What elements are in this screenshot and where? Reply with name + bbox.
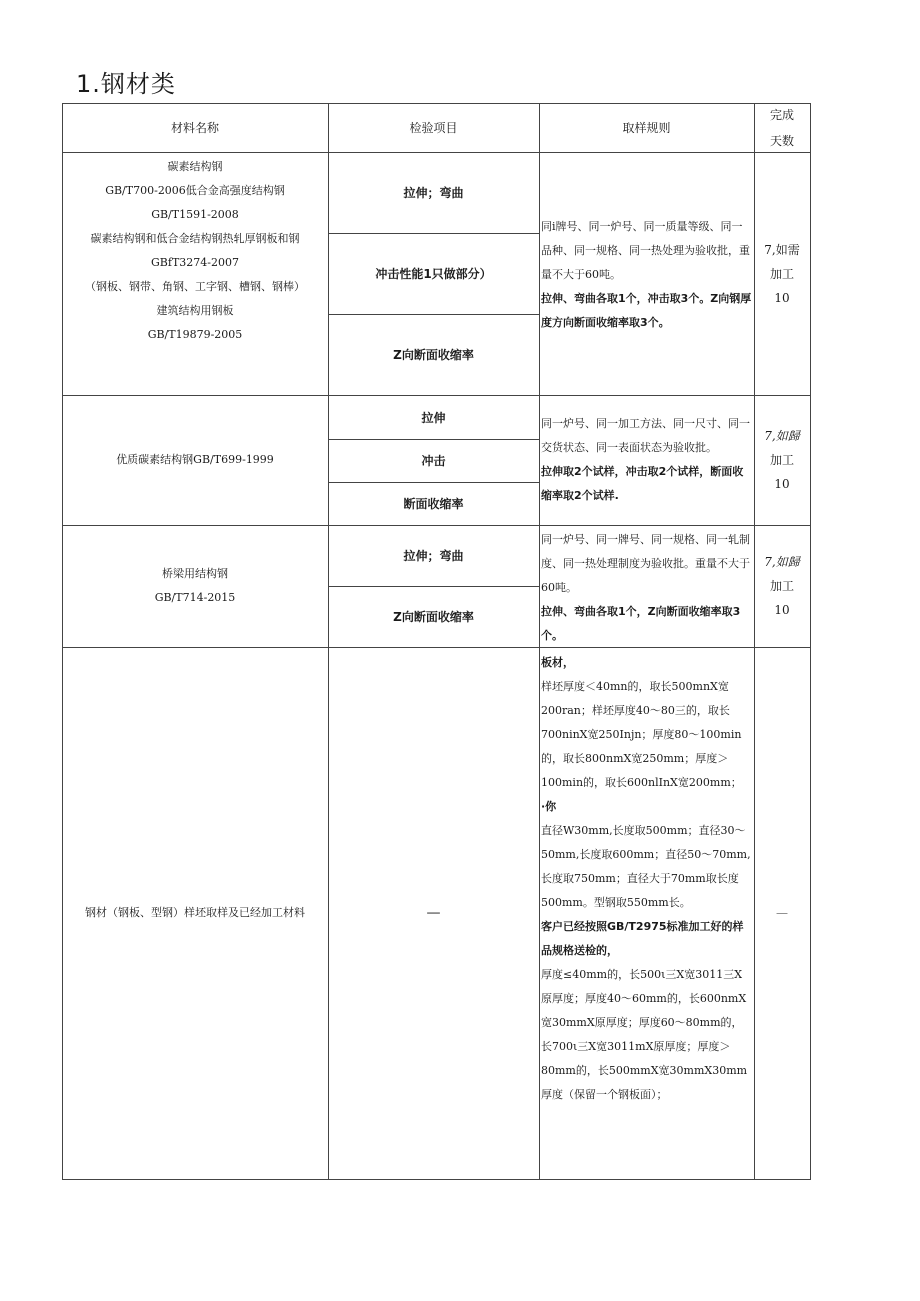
row-3-rule: 同一炉号、同一牌号、同一规格、同一轧制度、同一热处理制度为验收批。重量不大于60吨。 拉伸、弯曲各取1个，Z向断面收缩率取3个。	[541, 533, 750, 642]
row-1-item-2: 冲击性能1只做部分）	[375, 267, 492, 281]
table-row-2-material: 优质碳素结构钢GB/T699-1999	[116, 453, 274, 466]
row-2-days: 7,如歸 加工 10	[764, 429, 800, 491]
row-1-item-1: 拉伸；弯曲	[403, 186, 464, 200]
table-row-3-material: 桥梁用结构钢 GB/T714-2015	[154, 567, 236, 604]
row-4-rule: 板材， 样坯厚度＜40mn的，取长500mnX宽200ran；样坯厚度40～80三的，取长700ninX宽250Injn；厚度80～100min的，取长800nmX宽250mm；厚度＞100min的，取长600nlInX宽200mm； ·你 直径W30mm,长度取500mm；直径30～50mm,长度取600mm；直径50～70mm,长度取750mm；直径大于70mm取长度500mm。型钢取550mm长。 客户已经按照GB/T2975标准加工好的样品规格送检的， 厚度≤40mm的，长500ι三X宽3011三X原厚度；厚度40～60mm的，长600nmX宽30mmX原厚度；厚度60～80mm的，长700ι三X宽3011mX原厚度；厚度＞80mm的，长500mmX宽30mmX30mm厚度（保留一个钢板面）；	[541, 656, 751, 1101]
row-2-rule: 同一炉号、同一加工方法、同一尺寸、同一交货状态、同一表面状态为验收批。 拉伸取2个试样，冲击取2个试样，断面收缩率取2个试样.	[541, 417, 750, 502]
row-2-item-1: 拉伸	[421, 410, 446, 425]
header-rule: 取样规则	[622, 120, 671, 135]
row-4-days: —	[776, 906, 788, 920]
header-material: 材料名称	[170, 120, 219, 135]
row-4-item: —	[426, 905, 441, 921]
steel-table	[62, 103, 811, 1180]
row-2-item-2: 冲击	[421, 454, 446, 468]
header-item: 检验项目	[409, 120, 458, 135]
row-1-item-3: Z向断面收缩率	[393, 348, 474, 362]
section-heading: 1.钢材类	[76, 70, 176, 98]
table-row-1-material: 碳素结构钢 GB/T700-2006低合金高强度结构钢 GB/T1591-2008 碳素结构钢和低合金结构钢热轧厚钢板和钢 GBfT3274-2007 （钢板、钢带、角钢、工字钢、槽钢、钢棒） 建筑结构用钢板 GB/T19879-2005	[85, 160, 305, 341]
row-3-item-2: Z向断面收缩率	[393, 610, 474, 624]
row-1-rule: 同i牌号、同一炉号、同一质量等级、同一品种、同一规格、同一热处理为验收批，重量不大于60吨。 拉伸、弯曲各取1个，冲击取3个。Z向钢厚度方向断面收缩率取3个。	[541, 220, 752, 329]
header-days: 完成 天数	[769, 107, 794, 148]
row-2-item-3: 断面收缩率	[403, 497, 464, 511]
row-1-days: 7,如需 加工 10	[764, 242, 800, 305]
table-row-4-material: 钢材（钢板、型钢）样坯取样及已经加工材料	[85, 906, 305, 919]
row-3-days: 7,如歸 加工 10	[764, 555, 800, 617]
row-3-item-1: 拉伸；弯曲	[403, 549, 464, 563]
